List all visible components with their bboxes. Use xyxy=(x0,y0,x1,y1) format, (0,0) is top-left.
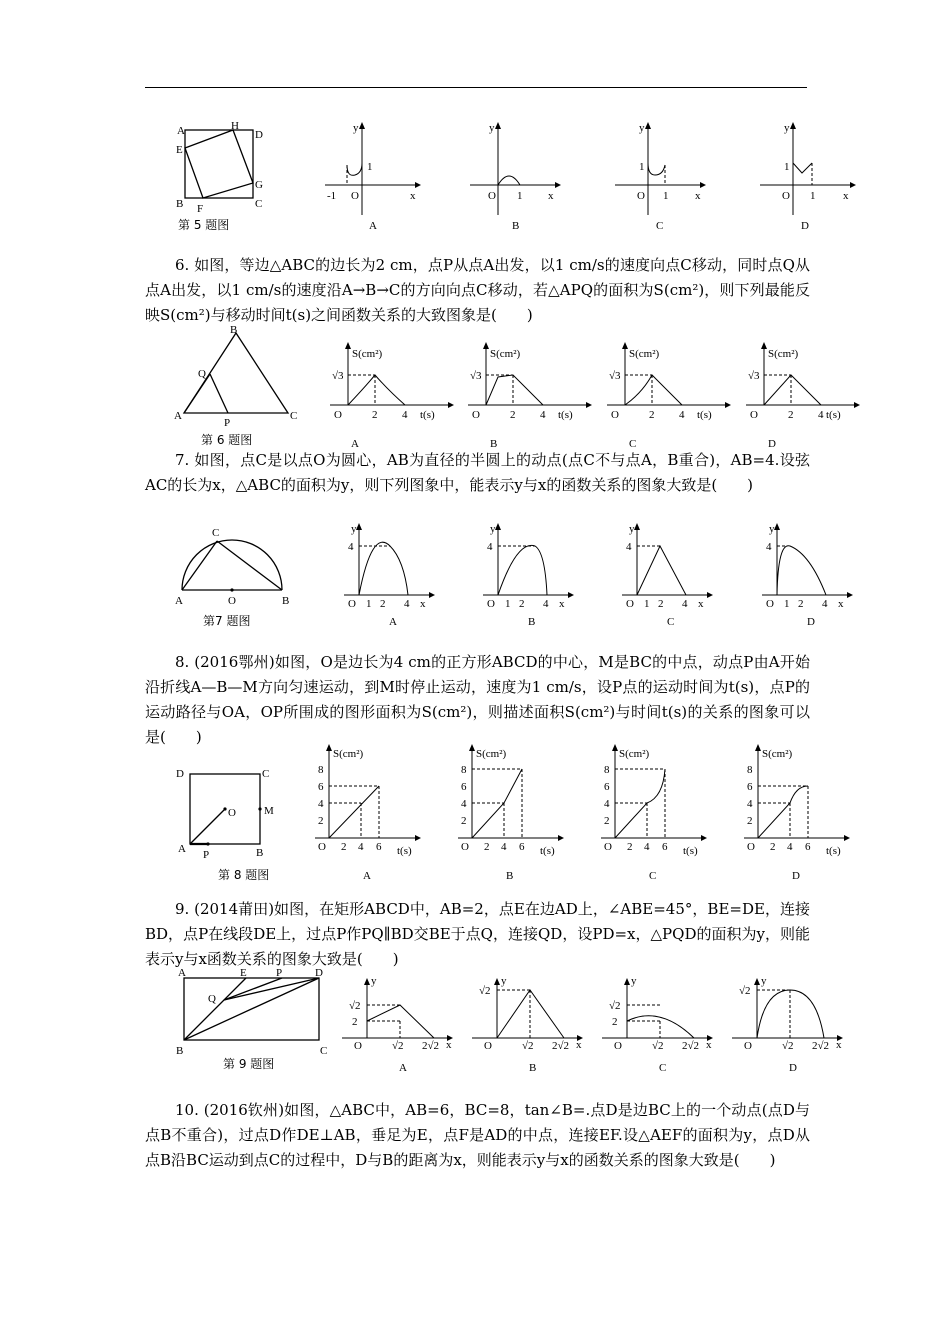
q9-graph-C xyxy=(602,975,713,1052)
svg-text:1: 1 xyxy=(367,161,373,173)
svg-text:4: 4 xyxy=(818,409,824,421)
svg-text:y: y xyxy=(639,122,645,134)
svg-text:S(cm²): S(cm²) xyxy=(333,748,364,760)
svg-text:y: y xyxy=(489,122,495,134)
svg-text:x: x xyxy=(695,190,701,202)
svg-text:t(s): t(s) xyxy=(826,845,841,857)
svg-text:S(cm²): S(cm²) xyxy=(619,748,650,760)
svg-text:x: x xyxy=(548,190,554,202)
q8-square-figure xyxy=(176,768,274,861)
svg-text:x: x xyxy=(838,598,844,610)
svg-text:8: 8 xyxy=(747,764,753,776)
svg-text:B: B xyxy=(490,438,498,450)
svg-text:A: A xyxy=(178,843,186,855)
svg-text:C: C xyxy=(262,768,270,780)
svg-text:S(cm²): S(cm²) xyxy=(476,748,507,760)
q9-graph-B xyxy=(472,975,583,1052)
svg-text:A: A xyxy=(175,595,183,607)
svg-text:4: 4 xyxy=(461,798,467,810)
q6-figures xyxy=(170,325,860,450)
top-rule xyxy=(145,87,807,88)
svg-text:O: O xyxy=(334,409,342,421)
svg-text:1: 1 xyxy=(784,598,790,610)
svg-text:2: 2 xyxy=(484,841,490,853)
svg-text:4: 4 xyxy=(626,541,632,553)
svg-text:x: x xyxy=(410,190,416,202)
svg-text:4: 4 xyxy=(644,841,650,853)
svg-text:D: D xyxy=(789,1062,797,1074)
svg-text:2√2: 2√2 xyxy=(422,1040,440,1052)
q5-option-C: C xyxy=(656,220,664,232)
svg-text:8: 8 xyxy=(318,764,324,776)
svg-text:1: 1 xyxy=(784,161,790,173)
q8-figures xyxy=(170,742,860,882)
svg-text:A: A xyxy=(178,967,186,979)
svg-text:O: O xyxy=(228,595,236,607)
svg-text:O: O xyxy=(750,409,758,421)
svg-text:A: A xyxy=(363,870,371,882)
svg-text:√2: √2 xyxy=(522,1040,534,1052)
q8-text: 8. (2016鄂州)如图，O是边长为4 cm的正方形ABCD的中心，M是BC的中点，动点P由A开始沿折线A—B—M方向匀速运动，到M时停止运动，速度为1 cm/s，设P点的运动时间为t(s)，点P的运动路径与OA，OP所围成的图形面积为S(cm²)，则描述面积S(cm²)与时间t(s)的关系的图象可以是( ) xyxy=(145,653,810,746)
svg-text:D: D xyxy=(792,870,800,882)
svg-text:M: M xyxy=(264,805,274,817)
svg-text:1: 1 xyxy=(639,161,645,173)
q5-pt-F: F xyxy=(197,203,204,215)
svg-text:√2: √2 xyxy=(652,1040,664,1052)
svg-text:O: O xyxy=(766,598,774,610)
svg-text:y: y xyxy=(761,975,767,987)
q5-graph-D xyxy=(760,122,856,215)
q5-pt-A: A xyxy=(177,125,185,137)
q5-pt-G: G xyxy=(255,179,263,191)
svg-text:1: 1 xyxy=(517,190,523,202)
svg-text:6: 6 xyxy=(662,841,668,853)
svg-text:t(s): t(s) xyxy=(540,845,555,857)
svg-text:4: 4 xyxy=(318,798,324,810)
svg-text:2: 2 xyxy=(658,598,664,610)
svg-text:6: 6 xyxy=(805,841,811,853)
svg-text:O: O xyxy=(488,190,496,202)
svg-text:S(cm²): S(cm²) xyxy=(768,348,799,360)
svg-text:2: 2 xyxy=(612,1016,618,1028)
svg-text:8: 8 xyxy=(461,764,467,776)
svg-text:2: 2 xyxy=(380,598,386,610)
svg-text:x: x xyxy=(559,598,565,610)
svg-text:O: O xyxy=(351,190,359,202)
svg-text:√2: √2 xyxy=(609,1000,621,1012)
svg-text:2√2: 2√2 xyxy=(552,1040,570,1052)
svg-text:A: A xyxy=(399,1062,407,1074)
svg-text:t(s): t(s) xyxy=(558,409,573,421)
svg-text:y: y xyxy=(351,523,357,535)
svg-text:E: E xyxy=(240,967,247,979)
svg-text:x: x xyxy=(836,1039,842,1051)
q5-graph-B xyxy=(470,122,561,215)
q7-graph-D xyxy=(762,523,853,610)
svg-text:y: y xyxy=(353,122,359,134)
q6-text: 6. 如图，等边△ABC的边长为2 cm，点P从点A出发，以1 cm/s的速度向点C移动，同时点Q从点A出发，以1 cm/s的速度沿A→B→C的方向向点C移动，若△APQ的面积为S(cm²)，则下列最能反映S(cm²)与移动时间t(s)之间函数关系的大致图象是( ) xyxy=(145,256,810,324)
svg-text:√3: √3 xyxy=(332,370,344,382)
svg-text:6: 6 xyxy=(747,781,753,793)
q5-pt-E: E xyxy=(176,144,183,156)
q8-caption: 第 8 题图 xyxy=(218,868,270,882)
svg-text:2: 2 xyxy=(341,841,347,853)
svg-text:√2: √2 xyxy=(349,1000,361,1012)
svg-text:D: D xyxy=(768,438,776,450)
svg-text:8: 8 xyxy=(604,764,610,776)
svg-text:S(cm²): S(cm²) xyxy=(629,348,660,360)
svg-text:B: B xyxy=(529,1062,537,1074)
svg-text:2: 2 xyxy=(519,598,525,610)
svg-text:t(s): t(s) xyxy=(397,845,412,857)
svg-text:D: D xyxy=(176,768,184,780)
svg-text:O: O xyxy=(487,598,495,610)
q9-figures xyxy=(172,968,862,1078)
svg-text:B: B xyxy=(528,616,536,628)
q6-graph-A xyxy=(330,342,454,421)
svg-text:x: x xyxy=(576,1039,582,1051)
svg-text:O: O xyxy=(604,841,612,853)
q7-figures xyxy=(172,520,862,630)
svg-text:-1: -1 xyxy=(327,190,337,202)
svg-text:B: B xyxy=(176,1045,184,1057)
svg-text:O: O xyxy=(484,1040,492,1052)
svg-text:1: 1 xyxy=(810,190,816,202)
q10-text: 10. (2016钦州)如图，△ABC中，AB=6，BC=8，tan∠B=.点D是边BC上的一个动点(点D与点B不重合)，过点D作DE⊥AB，垂足为E，点F是AD的中点，连接EF.设△AEF的面积为y，点D从点B沿BC运动到点C的过程中，D与B的距离为x，则能表示y与x的函数关系的图象大致是( ) xyxy=(145,1101,810,1169)
svg-text:P: P xyxy=(224,417,231,429)
svg-text:4: 4 xyxy=(682,598,688,610)
svg-text:P: P xyxy=(276,967,283,979)
svg-text:A: A xyxy=(351,438,359,450)
svg-text:x: x xyxy=(706,1039,712,1051)
svg-text:B: B xyxy=(282,595,290,607)
svg-text:O: O xyxy=(626,598,634,610)
svg-text:4: 4 xyxy=(787,841,793,853)
svg-text:1: 1 xyxy=(644,598,650,610)
svg-text:y: y xyxy=(629,523,635,535)
svg-text:x: x xyxy=(420,598,426,610)
svg-text:√3: √3 xyxy=(470,370,482,382)
svg-text:y: y xyxy=(490,523,496,535)
svg-text:O: O xyxy=(348,598,356,610)
svg-text:O: O xyxy=(744,1040,752,1052)
svg-text:4: 4 xyxy=(402,409,408,421)
svg-text:Q: Q xyxy=(198,368,206,380)
svg-text:y: y xyxy=(371,975,377,987)
svg-text:A: A xyxy=(174,410,182,422)
svg-text:A: A xyxy=(389,616,397,628)
q8-graph-D xyxy=(744,744,850,857)
q5-option-B: B xyxy=(512,220,520,232)
svg-text:2: 2 xyxy=(770,841,776,853)
svg-text:2: 2 xyxy=(352,1016,358,1028)
q5-pt-B: B xyxy=(176,198,184,210)
q6-graph-D xyxy=(746,342,860,421)
svg-text:O: O xyxy=(472,409,480,421)
svg-text:S(cm²): S(cm²) xyxy=(490,348,521,360)
q5-option-A: A xyxy=(369,220,377,232)
svg-text:2√2: 2√2 xyxy=(812,1040,830,1052)
q8-graph-B xyxy=(458,744,564,857)
svg-text:√3: √3 xyxy=(609,370,621,382)
svg-text:4: 4 xyxy=(487,541,493,553)
svg-text:2: 2 xyxy=(604,815,610,827)
svg-text:O: O xyxy=(747,841,755,853)
svg-text:4: 4 xyxy=(747,798,753,810)
svg-text:√2: √2 xyxy=(782,1040,794,1052)
svg-text:4: 4 xyxy=(766,541,772,553)
svg-text:O: O xyxy=(611,409,619,421)
q7-graph-A xyxy=(344,523,435,610)
q6-graph-B xyxy=(468,342,592,421)
svg-text:B: B xyxy=(506,870,514,882)
q5-graph-A xyxy=(325,122,421,215)
svg-text:6: 6 xyxy=(604,781,610,793)
svg-text:6: 6 xyxy=(376,841,382,853)
svg-text:S(cm²): S(cm²) xyxy=(352,348,383,360)
q7-graph-C xyxy=(622,523,713,610)
svg-text:1: 1 xyxy=(366,598,372,610)
svg-text:1: 1 xyxy=(663,190,669,202)
svg-text:4: 4 xyxy=(543,598,549,610)
svg-text:√2: √2 xyxy=(479,985,491,997)
q5-pt-H: H xyxy=(231,120,239,132)
svg-text:C: C xyxy=(649,870,657,882)
svg-text:O: O xyxy=(461,841,469,853)
q9-text: 9. (2014莆田)如图，在矩形ABCD中，AB=2，点E在边AD上，∠ABE=45°，BE=DE，连接BD，点P在线段DE上，过点P作PQ∥BD交BE于点Q，连接QD，设PD=x，△PQD的面积为y，则能表示y与x函数关系的图象大致是( ) xyxy=(145,900,810,968)
q7-caption: 第7 题图 xyxy=(203,614,251,628)
svg-text:Q: Q xyxy=(208,993,216,1005)
svg-text:2: 2 xyxy=(318,815,324,827)
svg-text:C: C xyxy=(290,410,298,422)
svg-text:O: O xyxy=(637,190,645,202)
svg-text:4: 4 xyxy=(822,598,828,610)
q5-figures xyxy=(165,115,865,240)
svg-text:4: 4 xyxy=(604,798,610,810)
q5-pt-C: C xyxy=(255,198,263,210)
svg-text:2: 2 xyxy=(510,409,516,421)
svg-text:y: y xyxy=(631,975,637,987)
svg-text:C: C xyxy=(659,1062,667,1074)
svg-text:√2: √2 xyxy=(392,1040,404,1052)
svg-text:S(cm²): S(cm²) xyxy=(762,748,793,760)
svg-text:√2: √2 xyxy=(739,985,751,997)
svg-text:O: O xyxy=(318,841,326,853)
svg-text:D: D xyxy=(315,967,323,979)
q5-caption: 第 5 题图 xyxy=(178,218,230,232)
q9-caption: 第 9 题图 xyxy=(223,1057,275,1071)
q6-graph-C xyxy=(607,342,731,421)
q5-pt-D: D xyxy=(255,129,263,141)
svg-text:O: O xyxy=(614,1040,622,1052)
svg-text:C: C xyxy=(629,438,637,450)
svg-text:1: 1 xyxy=(505,598,511,610)
svg-text:2√2: 2√2 xyxy=(682,1040,700,1052)
svg-text:x: x xyxy=(843,190,849,202)
q9-rectangle-figure xyxy=(176,967,327,1057)
q9-graph-A xyxy=(342,975,453,1052)
svg-text:2: 2 xyxy=(649,409,655,421)
svg-text:4: 4 xyxy=(404,598,410,610)
svg-text:t(s): t(s) xyxy=(826,409,841,421)
svg-text:√3: √3 xyxy=(748,370,760,382)
svg-text:y: y xyxy=(501,975,507,987)
q8-graph-C xyxy=(601,744,707,857)
q8-graph-A xyxy=(315,744,421,857)
svg-text:O: O xyxy=(228,807,236,819)
svg-text:D: D xyxy=(807,616,815,628)
svg-text:x: x xyxy=(698,598,704,610)
svg-text:4: 4 xyxy=(358,841,364,853)
svg-text:6: 6 xyxy=(519,841,525,853)
q6-triangle-figure xyxy=(174,324,297,429)
svg-text:O: O xyxy=(354,1040,362,1052)
svg-text:y: y xyxy=(769,523,775,535)
q5-option-D: D xyxy=(801,220,809,232)
svg-text:B: B xyxy=(230,324,238,336)
svg-text:2: 2 xyxy=(788,409,794,421)
svg-text:y: y xyxy=(784,122,790,134)
svg-text:4: 4 xyxy=(348,541,354,553)
svg-text:O: O xyxy=(782,190,790,202)
svg-text:4: 4 xyxy=(679,409,685,421)
svg-text:2: 2 xyxy=(372,409,378,421)
q7-text: 7. 如图，点C是以点O为圆心，AB为直径的半圆上的动点(点C不与点A，B重合)，AB=4.设弦AC的长为x，△ABC的面积为y，则下列图象中，能表示y与x的函数关系的图象大致是( ) xyxy=(145,451,810,494)
svg-text:t(s): t(s) xyxy=(697,409,712,421)
q5-square-figure xyxy=(176,120,263,215)
svg-text:2: 2 xyxy=(627,841,633,853)
svg-text:C: C xyxy=(667,616,675,628)
svg-text:4: 4 xyxy=(501,841,507,853)
svg-text:6: 6 xyxy=(461,781,467,793)
q6-caption: 第 6 题图 xyxy=(201,433,253,447)
svg-text:t(s): t(s) xyxy=(683,845,698,857)
svg-text:t(s): t(s) xyxy=(420,409,435,421)
svg-text:x: x xyxy=(446,1039,452,1051)
svg-text:B: B xyxy=(256,847,264,859)
svg-text:C: C xyxy=(320,1045,328,1057)
svg-text:C: C xyxy=(212,527,220,539)
svg-text:P: P xyxy=(203,849,210,861)
q7-graph-B xyxy=(483,523,574,610)
q7-semicircle-figure xyxy=(175,527,289,607)
svg-text:2: 2 xyxy=(461,815,467,827)
svg-text:6: 6 xyxy=(318,781,324,793)
svg-text:2: 2 xyxy=(798,598,804,610)
svg-text:4: 4 xyxy=(540,409,546,421)
q5-graph-C xyxy=(615,122,706,215)
svg-text:2: 2 xyxy=(747,815,753,827)
q9-graph-D xyxy=(732,975,843,1052)
